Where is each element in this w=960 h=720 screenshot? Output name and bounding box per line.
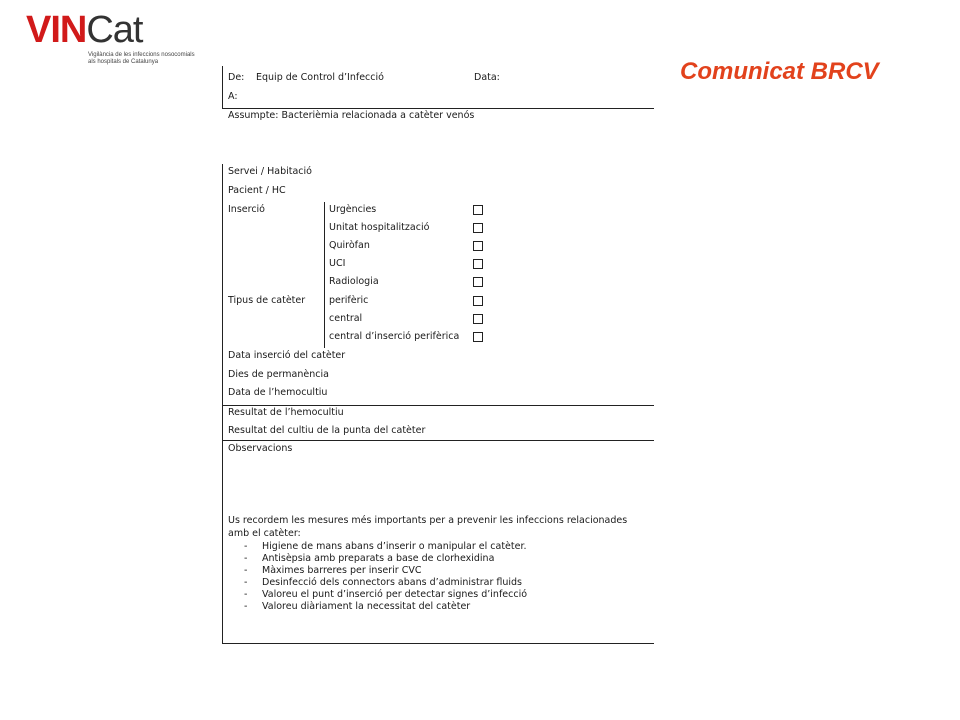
field-data-hemocultiu: Data de l’hemocultiu <box>228 387 328 398</box>
rule-results <box>222 405 654 406</box>
checkbox-periferic[interactable] <box>473 296 483 306</box>
option-quirofan: Quiròfan <box>329 240 370 251</box>
recordatori-intro-2: amb el catèter: <box>228 528 301 539</box>
recordatori-item: Antisèpsia amb preparats a base de clorhexidina <box>262 553 495 564</box>
checkbox-central[interactable] <box>473 314 483 324</box>
field-tipus: Tipus de catèter <box>228 295 306 306</box>
de-label: De: <box>228 72 245 83</box>
option-central-periferica: central d’inserció perifèrica <box>329 331 460 342</box>
option-central: central <box>329 313 363 324</box>
form-left-border-main <box>222 164 223 644</box>
logo-vin: VIN <box>26 9 87 51</box>
rule-header <box>222 108 654 109</box>
recordatori-intro-1: Us recordem les mesures més importants per a prevenir les infeccions relacionades <box>228 515 628 526</box>
field-pacient: Pacient / HC <box>228 185 286 196</box>
page-title: Comunicat BRCV <box>680 58 879 85</box>
recordatori-item: Desinfecció dels connectors abans d’administrar fluids <box>262 577 522 588</box>
form-left-border-top <box>222 66 223 108</box>
dash: - <box>244 589 248 600</box>
recordatori-item: Valoreu diàriament la necessitat del catèter <box>262 601 471 612</box>
a-label: A: <box>228 91 238 102</box>
vincat-logo <box>26 9 195 65</box>
checkbox-quirofan[interactable] <box>473 241 483 251</box>
logo-cat: Cat <box>86 9 143 51</box>
dash: - <box>244 541 248 552</box>
dash: - <box>244 565 248 576</box>
brcv-form <box>222 66 654 644</box>
recordatori-item: Màximes barreres per inserir CVC <box>262 565 422 576</box>
dash: - <box>244 601 248 612</box>
dash: - <box>244 553 248 564</box>
field-dies: Dies de permanència <box>228 369 329 380</box>
option-periferic: perifèric <box>329 295 369 306</box>
de-value: Equip de Control d’Infecció <box>256 72 384 83</box>
checkbox-unitat[interactable] <box>473 223 483 233</box>
checkbox-radiologia[interactable] <box>473 277 483 287</box>
dash: - <box>244 577 248 588</box>
field-servei: Servei / Habitació <box>228 166 312 177</box>
assumpte: Assumpte: Bacterièmia relacionada a catèter venós <box>228 110 475 121</box>
options-divider <box>324 202 325 348</box>
recordatori-item: Higiene de mans abans d’inserir o manipular el catèter. <box>262 541 527 552</box>
option-urgencies: Urgències <box>329 204 377 215</box>
rule-bottom <box>222 643 654 644</box>
rule-observations <box>222 440 654 441</box>
field-resultat-hemocultiu: Resultat de l’hemocultiu <box>228 407 344 418</box>
field-resultat-punta: Resultat del cultiu de la punta del catèter <box>228 425 426 436</box>
field-insercio: Inserció <box>228 204 265 215</box>
logo-tagline: Vigilància de les infeccions nosocomials als hospitals de Catalunya <box>88 52 195 65</box>
option-radiologia: Radiologia <box>329 276 379 287</box>
checkbox-central-periferica[interactable] <box>473 332 483 342</box>
checkbox-uci[interactable] <box>473 259 483 269</box>
option-uci: UCI <box>329 258 346 269</box>
field-data-insercio: Data inserció del catèter <box>228 350 346 361</box>
checkbox-urgencies[interactable] <box>473 205 483 215</box>
data-label: Data: <box>474 72 500 83</box>
option-unitat: Unitat hospitalització <box>329 222 430 233</box>
recordatori-item: Valoreu el punt d’inserció per detectar signes d’infecció <box>262 589 528 600</box>
field-observacions: Observacions <box>228 443 293 454</box>
